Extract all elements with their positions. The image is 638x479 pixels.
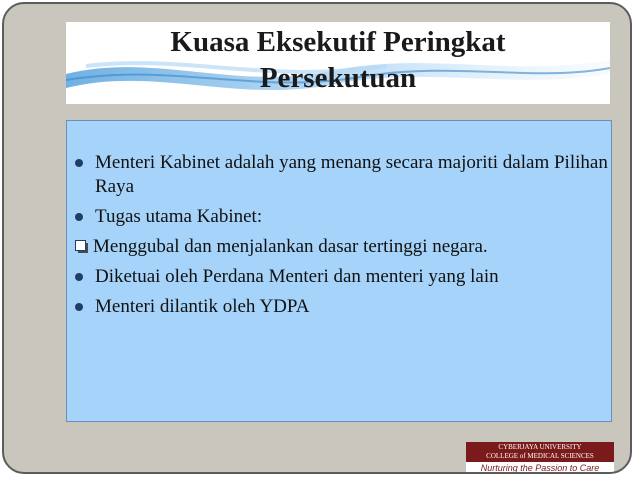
list-item-text: Menteri dilantik oleh YDPA xyxy=(95,296,310,317)
list-item xyxy=(73,151,613,199)
bullet-dot-icon xyxy=(75,159,83,167)
bullet-dot-icon xyxy=(75,213,83,221)
bullet-dot-icon xyxy=(75,273,83,281)
list-item-text: Menteri Kabinet adalah yang menang secara majoriti dalam Pilihan Raya xyxy=(95,152,608,197)
title-line-2: Persekutuan xyxy=(259,62,417,94)
logo-line-1: CYBERJAYA UNIVERSITY xyxy=(498,443,582,451)
list-item xyxy=(73,295,613,319)
logo-line-2: COLLEGE of MEDICAL SCIENCES xyxy=(486,452,594,460)
title-banner xyxy=(66,22,610,104)
list-item xyxy=(73,265,613,289)
logo-banner xyxy=(466,442,614,462)
slide xyxy=(2,2,632,474)
university-logo xyxy=(466,442,614,474)
list-item-text: Menggubal dan menjalankan dasar tertinggi negara. xyxy=(93,236,488,257)
list-item-text: Diketuai oleh Perdana Menteri dan menteri yang lain xyxy=(95,266,499,287)
list-item xyxy=(73,235,613,259)
title-line-1: Kuasa Eksekutif Peringkat xyxy=(170,26,506,58)
logo-tagline: Nurturing the Passion to Care xyxy=(466,462,614,474)
list-item-text: Tugas utama Kabinet: xyxy=(95,206,263,227)
page-title xyxy=(66,24,610,96)
bullet-list xyxy=(73,151,613,325)
bullet-dot-icon xyxy=(75,303,83,311)
list-item xyxy=(73,205,613,229)
content-panel xyxy=(66,120,612,422)
checkbox-bullet-icon xyxy=(75,240,88,253)
